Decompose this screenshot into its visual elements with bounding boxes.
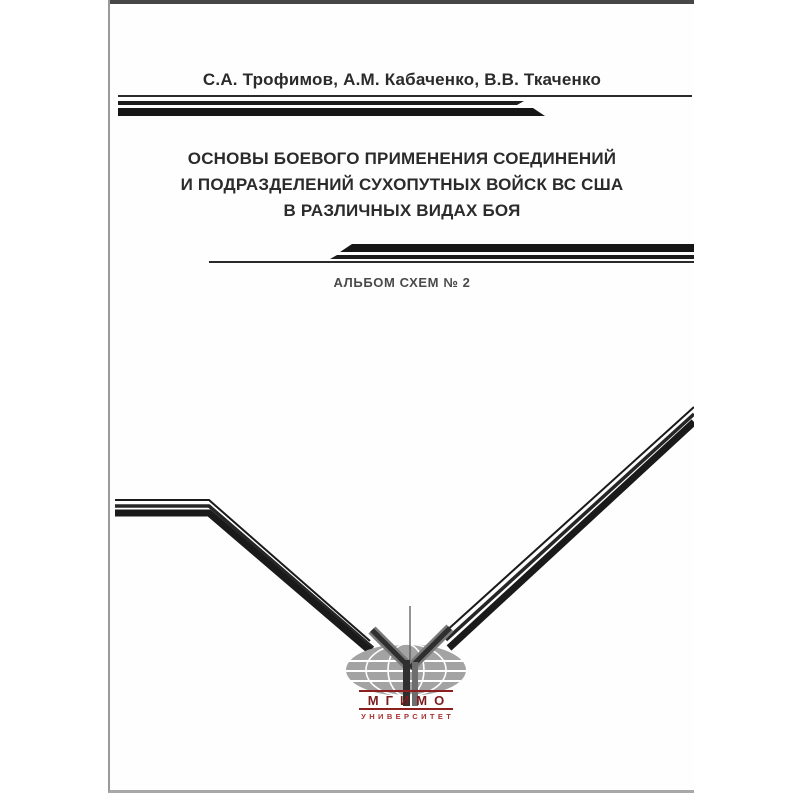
title-line-2: И ПОДРАЗДЕЛЕНИЙ СУХОПУТНЫХ ВОЙСК ВС США [180, 175, 624, 194]
authors-line: С.А. Трофимов, А.М. Кабаченко, В.В. Ткаченко [202, 70, 602, 89]
book-cover [108, 0, 694, 793]
university-wordmark [336, 690, 476, 721]
university-subtitle: УНИВЕРСИТЕТ [361, 712, 455, 721]
v-stripes-left [115, 500, 376, 656]
series-label: АЛЬБОМ СХЕМ № 2 [333, 275, 471, 290]
title-line-3: В РАЗЛИЧНЫХ ВИДАХ БОЯ [283, 201, 521, 220]
v-stripes-right [444, 407, 694, 648]
mgimo-wordmark: МГИМО [359, 690, 453, 710]
v-decoration-and-globe-emblem [110, 0, 694, 793]
title-line-1: ОСНОВЫ БОЕВОГО ПРИМЕНЕНИЯ СОЕДИНЕНИЙ [187, 149, 617, 168]
